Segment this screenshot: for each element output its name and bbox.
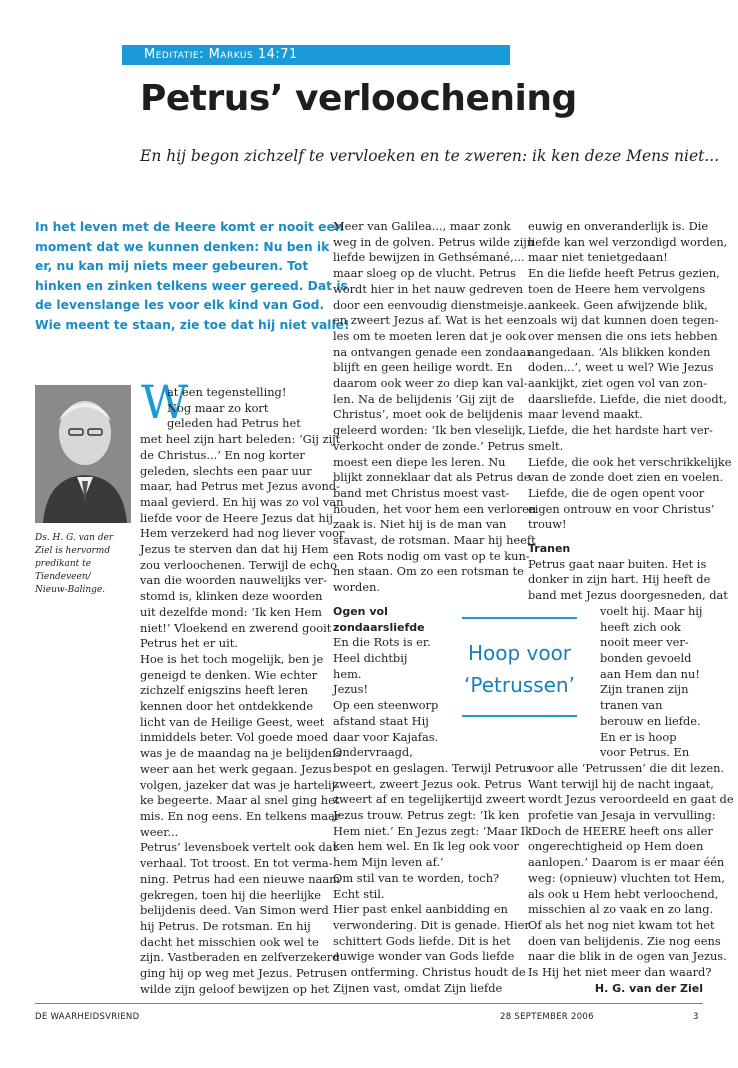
body-line: van die woorden nauwelijks ver- bbox=[140, 573, 327, 588]
body-line: de Christus...’ En nog korter bbox=[140, 447, 305, 462]
body-line: euwig en onveranderlijk is. Die bbox=[528, 219, 709, 233]
body-line: zijn. Vastberaden en zelfverzekerd bbox=[140, 950, 340, 965]
body-line: geleerd worden: ‘Ik ben vleselijk, bbox=[333, 423, 526, 438]
body-line: maar, had Petrus met Jezus avond- bbox=[140, 479, 340, 494]
body-line: stavast, de rotsman. Maar hij heeft bbox=[333, 533, 536, 548]
footer-date: 28 SEPTEMBER 2006 bbox=[500, 1012, 594, 1022]
body-line: nen staan. Om zo een rotsman te bbox=[333, 564, 524, 579]
portrait-icon bbox=[35, 385, 131, 523]
body-line: Ondervraagd, bbox=[333, 745, 413, 760]
body-line: geneigd te denken. Wie echter bbox=[140, 667, 318, 682]
body-line: geleden had Petrus het bbox=[167, 416, 301, 431]
body-line: bespot en geslagen. Terwijl Petrus bbox=[333, 760, 533, 775]
body-line: zweert, zweert Jezus ook. Petrus bbox=[333, 776, 522, 791]
body-line: van de zonde doet zien en voelen. bbox=[528, 470, 724, 485]
author-signature: H. G. van der Ziel bbox=[594, 981, 703, 995]
body-line: ‘Doch de HEERE heeft ons aller bbox=[528, 823, 713, 838]
body-line: Hem verzekerd had nog liever voor bbox=[140, 526, 345, 541]
body-line: afstand staat Hij bbox=[333, 713, 429, 728]
body-line: verkocht onder de zonde.’ Petrus bbox=[333, 438, 525, 453]
body-line: en zweert Jezus af. Wat is het een bbox=[333, 313, 528, 328]
body-line: weg: (opnieuw) vluchten tot Hem, bbox=[528, 870, 725, 885]
body-line: naar die blik in de ogen van Jezus. bbox=[528, 949, 727, 964]
body-line: Zijn tranen zijn bbox=[600, 682, 689, 697]
body-line: daarsliefde. Liefde, die niet doodt, bbox=[528, 391, 727, 406]
body-line: Nog maar zo kort bbox=[167, 400, 269, 415]
body-line: Christus’, moet ook de belijdenis bbox=[333, 407, 523, 422]
body-line: wordt Jezus veroordeeld en gaat de bbox=[528, 792, 734, 807]
body-line: at een tegenstelling! bbox=[167, 385, 287, 399]
text-column-1 bbox=[140, 385, 345, 997]
body-line: les om te moeten leren dat je ook bbox=[333, 328, 527, 343]
pull-quote-rule-top bbox=[462, 617, 577, 619]
text-column-3 bbox=[528, 219, 734, 996]
body-line: Echt stil. bbox=[333, 886, 385, 901]
page-number: 3 bbox=[693, 1012, 699, 1022]
body-line: en ontferming. Christus houdt de bbox=[333, 965, 526, 980]
section-label: Meditatie: Markus 14:71 bbox=[122, 45, 510, 65]
body-line: ging hij op weg met Jezus. Petrus bbox=[140, 966, 334, 981]
body-line: voor alle ‘Petrussen’ die dit lezen. bbox=[528, 760, 725, 775]
body-line: misschien al zo vaak en zo lang. bbox=[528, 902, 714, 917]
body-line: aankijkt, ziet ogen vol van zon- bbox=[528, 376, 707, 391]
body-line: maal gevierd. En hij was zo vol van bbox=[140, 494, 344, 509]
body-line: bonden gevoeld bbox=[600, 650, 692, 665]
body-line: mis. En nog eens. En telkens maar bbox=[140, 808, 341, 823]
body-line: aankeek. Geen afwijzende blik, bbox=[528, 297, 708, 312]
body-line: Of als het nog niet kwam tot het bbox=[528, 917, 715, 932]
body-line: Jezus! bbox=[333, 682, 369, 697]
body-line: ke begeerte. Maar al snel ging het bbox=[140, 793, 340, 808]
intro-line: er, nu kan mij niets meer gebeuren. Tot bbox=[35, 259, 309, 274]
body-line: Hier past enkel aanbidding en bbox=[333, 902, 508, 917]
subheading: Tranen bbox=[528, 542, 571, 556]
body-line: dacht het misschien ook wel te bbox=[140, 934, 319, 949]
body-line: berouw en liefde. bbox=[600, 713, 701, 728]
body-line: doden...’, weet u wel? Wie Jezus bbox=[528, 360, 714, 375]
caption-line: Ds. H. G. van der bbox=[35, 533, 114, 543]
pull-quote-rule-bottom bbox=[462, 715, 577, 717]
body-line: ning. Petrus had een nieuwe naam bbox=[140, 871, 340, 886]
body-line: kennen door het ontdekkende bbox=[140, 699, 314, 714]
body-line: band met Christus moest vast- bbox=[333, 485, 510, 500]
body-line: maar niet tenietgedaan! bbox=[528, 250, 668, 265]
body-line: met heel zijn hart beleden: ‘Gij zijt bbox=[140, 432, 341, 447]
article-title: Petrus’ verloochening bbox=[140, 78, 577, 119]
body-line: geleden, slechts een paar uur bbox=[140, 463, 312, 478]
intro-line: Wie meent te staan, zie toe dat hij niet valle! bbox=[35, 317, 350, 332]
subheading: zondaarsliefde bbox=[333, 620, 425, 634]
intro-line: In het leven met de Heere komt er nooit een bbox=[35, 220, 344, 234]
intro-lead bbox=[35, 218, 350, 336]
body-line: toen de Heere hem vervolgens bbox=[528, 281, 706, 296]
body-line: En er is hoop bbox=[600, 729, 677, 744]
body-line: een Rots nodig om vast op te kun- bbox=[333, 548, 530, 563]
body-line: licht van de Heilige Geest, weet bbox=[140, 714, 325, 729]
article-subtitle: En hij begon zichzelf te vervloeken en te zweren: ik ken deze Mens niet... bbox=[140, 147, 720, 165]
body-line: weer aan het werk gegaan. Jezus bbox=[140, 761, 332, 776]
body-line: liefde voor de Heere Jezus dat hij bbox=[140, 510, 333, 525]
body-line: Om stil van te worden, toch? bbox=[333, 870, 500, 885]
body-line: Petrus het er uit. bbox=[140, 636, 238, 651]
body-line: Want terwijl hij de nacht ingaat, bbox=[528, 776, 714, 791]
body-line: ken hem wel. En Ik leg ook voor bbox=[333, 839, 519, 854]
body-line: Is Hij het niet meer dan waard? bbox=[528, 965, 712, 980]
body-line: hem Mijn leven af.’ bbox=[333, 855, 444, 870]
body-line: belijdenis deed. Van Simon werd bbox=[140, 903, 329, 918]
body-line: profetie van Jesaja in vervulling: bbox=[528, 808, 716, 823]
body-line: schittert Gods liefde. Dit is het bbox=[333, 933, 511, 948]
body-line: maar sloeg op de vlucht. Petrus bbox=[333, 266, 516, 281]
body-line: ongerechtigheid op Hem doen bbox=[528, 839, 704, 854]
body-line: wordt hier in het nauw gedreven bbox=[333, 281, 524, 296]
body-line: weer... bbox=[140, 824, 179, 839]
intro-line: de levenslange les voor elk kind van God. bbox=[35, 298, 325, 313]
body-line: maar levend maakt. bbox=[528, 407, 643, 422]
body-line: als ook u Hem hebt verloochend, bbox=[528, 886, 719, 901]
body-line: tranen van bbox=[600, 698, 663, 713]
body-line: weg in de golven. Petrus wilde zijn bbox=[333, 234, 535, 249]
body-line: verhaal. Tot troost. En tot verma- bbox=[140, 856, 333, 871]
body-line: was je de maandag na je belijdenis bbox=[140, 746, 342, 761]
body-line: zoals wij dat kunnen doen tegen- bbox=[528, 313, 719, 328]
body-line: liefde kan wel verzondigd worden, bbox=[528, 234, 728, 249]
caption-line: Ziel is hervormd bbox=[35, 546, 111, 556]
body-line: verwondering. Dit is genade. Hier bbox=[333, 917, 530, 932]
body-line: voor Petrus. En bbox=[600, 745, 690, 760]
drop-cap: W bbox=[141, 375, 189, 429]
body-line: len. Na de belijdenis ‘Gij zijt de bbox=[333, 391, 515, 406]
body-line: Op een steenworp bbox=[333, 698, 439, 713]
pull-quote-line: ‘Petrussen’ bbox=[464, 673, 575, 697]
body-line: worden. bbox=[333, 580, 381, 595]
body-line: smelt. bbox=[528, 438, 564, 453]
body-line: Meer van Galilea..., maar zonk bbox=[333, 219, 511, 233]
photo-caption bbox=[35, 532, 127, 597]
body-line: zweert af en tegelijkertijd zweert bbox=[333, 792, 526, 807]
footer-divider bbox=[35, 1003, 703, 1004]
caption-line: predikant te bbox=[35, 559, 92, 569]
body-line: En die Rots is er. bbox=[333, 635, 431, 650]
body-line: aanlopen.’ Daarom is er maar één bbox=[528, 855, 725, 870]
body-line: daar voor Kajafas. bbox=[333, 729, 439, 744]
body-line: zou verloochenen. Terwijl de echo bbox=[140, 557, 337, 572]
body-line: En die liefde heeft Petrus gezien, bbox=[528, 266, 720, 281]
body-line: heeft zich ook bbox=[600, 619, 681, 634]
intro-line: hinken en zinken telkens weer gereed. Dat is bbox=[35, 278, 348, 293]
body-line: over mensen die ons iets hebben bbox=[528, 328, 718, 343]
body-line: eigen ontrouw en voor Christus’ bbox=[528, 501, 715, 516]
body-line: aangedaan. ‘Als blikken konden bbox=[528, 344, 711, 359]
body-line: zichzelf enigszins heeft leren bbox=[140, 683, 309, 698]
body-line: door een eenvoudig dienstmeisje... bbox=[333, 297, 535, 312]
body-line: uit dezelfde mond: ‘Ik ken Hem bbox=[140, 604, 322, 619]
body-line: stomd is, klinken deze woorden bbox=[140, 589, 323, 604]
body-line: Zijnen vast, omdat Zijn liefde bbox=[333, 980, 503, 995]
body-line: niet!’ Vloekend en zwerend gooit bbox=[140, 620, 332, 635]
intro-line: moment dat we kunnen denken: Nu ben ik bbox=[35, 239, 330, 254]
body-line: liefde bewijzen in Gethsémané,... bbox=[333, 250, 525, 265]
body-line: houden, het voor hem een verloren bbox=[333, 501, 537, 516]
body-line: euwige wonder van Gods liefde bbox=[333, 949, 515, 964]
body-line: Jezus trouw. Petrus zegt: ‘Ik ken bbox=[333, 808, 520, 823]
body-line: donker in zijn hart. Hij heeft de bbox=[528, 572, 711, 587]
body-line: Heel dichtbij bbox=[333, 650, 408, 665]
body-line: trouw! bbox=[528, 517, 567, 532]
body-line: daarom ook weer zo diep kan val- bbox=[333, 376, 528, 391]
body-line: aan Hem dan nu! bbox=[600, 666, 700, 681]
body-line: voelt hij. Maar hij bbox=[600, 603, 703, 618]
body-line: doen van belijdenis. Zie nog eens bbox=[528, 933, 721, 948]
body-line: Liefde, die het hardste hart ver- bbox=[528, 423, 713, 438]
body-line: volgen, jazeker dat was je hartelij- bbox=[140, 777, 340, 792]
caption-line: Nieuw-Balinge. bbox=[35, 585, 106, 595]
footer-publication: DE WAARHEIDSVRIEND bbox=[35, 1012, 140, 1022]
body-line: Liefde, die ook het verschrikkelijke bbox=[528, 454, 732, 469]
author-portrait-photo bbox=[35, 385, 131, 523]
body-line: Petrus’ levensboek vertelt ook dat bbox=[140, 840, 338, 855]
body-line: blijft en geen heilige wordt. En bbox=[333, 360, 513, 375]
body-line: na ontvangen genade een zondaar bbox=[333, 344, 532, 359]
body-line: blijkt zonneklaar dat als Petrus de bbox=[333, 470, 531, 485]
body-line: hij Petrus. De rotsman. En hij bbox=[140, 918, 311, 933]
body-line: hem. bbox=[333, 666, 362, 681]
subheading: Ogen vol bbox=[333, 604, 388, 618]
body-line: Liefde, die de ogen opent voor bbox=[528, 485, 705, 500]
body-line: wilde zijn geloof bewijzen op het bbox=[140, 981, 330, 996]
body-line: inmiddels beter. Vol goede moed bbox=[140, 730, 329, 745]
body-line: zaak is. Niet hij is de man van bbox=[333, 517, 507, 532]
body-line: nooit meer ver- bbox=[600, 635, 689, 650]
body-line: gekregen, toen hij die heerlijke bbox=[140, 887, 322, 902]
caption-line: Tiendeveen/ bbox=[35, 572, 91, 582]
body-line: moest een diepe les leren. Nu bbox=[333, 454, 506, 469]
body-line: Jezus te sterven dan dat hij Hem bbox=[140, 542, 329, 557]
body-line: Hem niet.’ En Jezus zegt: ‘Maar Ik bbox=[333, 823, 533, 838]
body-line: Hoe is het toch mogelijk, ben je bbox=[140, 651, 324, 666]
body-line: Petrus gaat naar buiten. Het is bbox=[528, 556, 707, 571]
pull-quote-line: Hoop voor bbox=[467, 641, 572, 665]
pull-quote bbox=[462, 617, 577, 717]
body-line: band met Jezus doorgesneden, dat bbox=[528, 588, 728, 603]
